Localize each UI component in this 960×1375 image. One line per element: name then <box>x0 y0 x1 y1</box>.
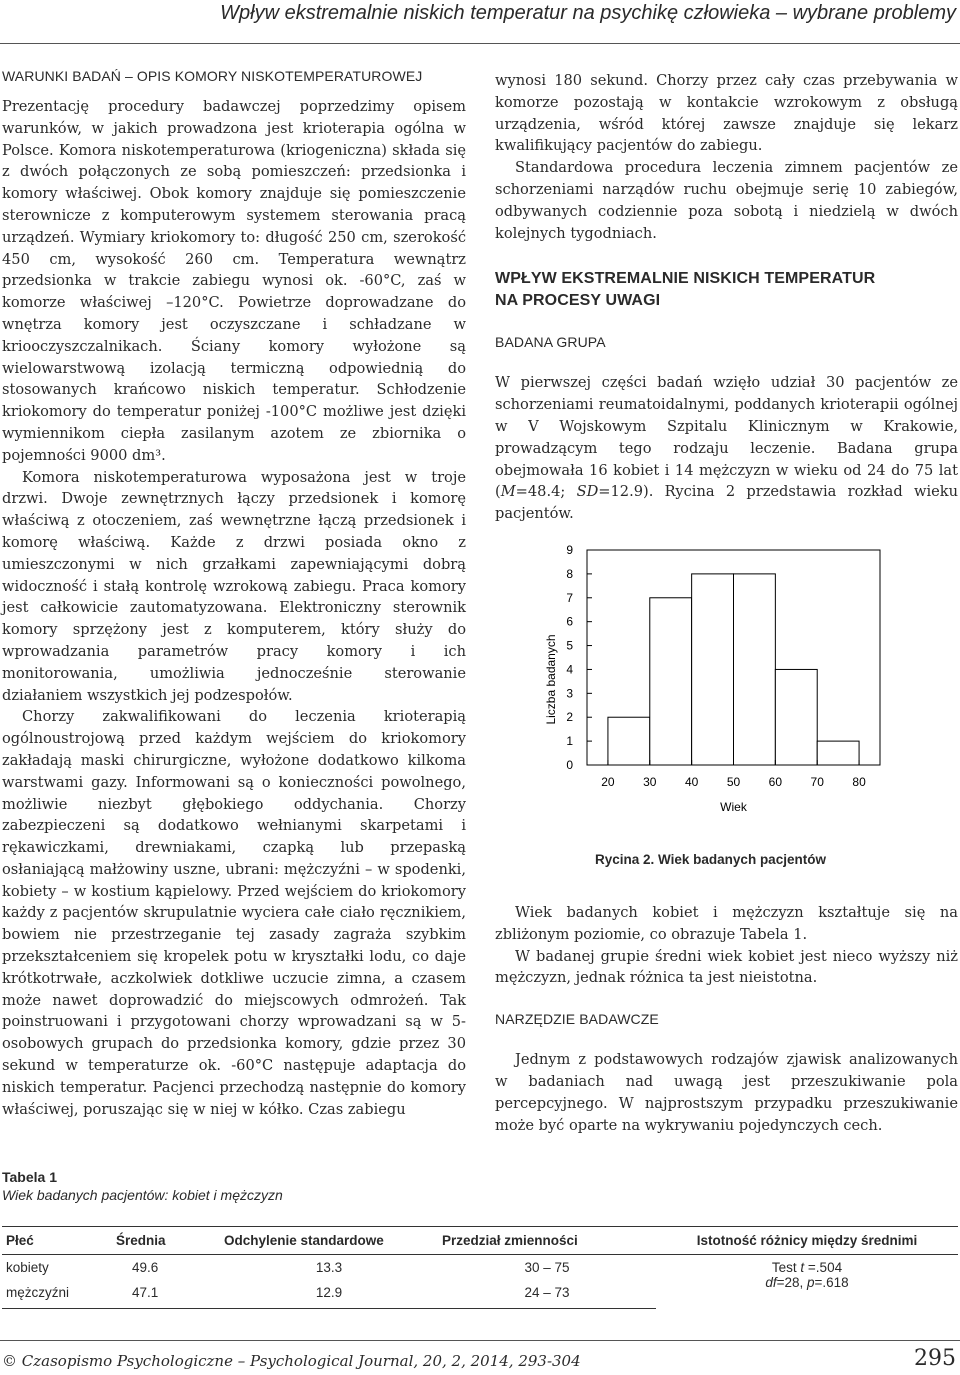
table-subtitle: Wiek badanych pacjentów: kobiet i mężczyzn <box>2 1187 283 1203</box>
group-sd-symbol: SD <box>576 483 599 501</box>
paragraph-procedure-continued: wynosi 180 sekund. Chorzy przez cały czas przebywania w komorze pozostają w kontakcie wzrokowym z obsługą urządzenia, wśród której zawsze znajduje się lekarz kwalifikujący pacjentów do zabiegu. <box>495 72 958 155</box>
table-header-row <box>2 1227 958 1255</box>
paragraph-chamber-doors: Komora niskotemperaturowa wyposażona jest w troje drzwi. Dwoje zewnętrznych łączy przedsionek i komorę właściwą z otoczeniem, zaś wewnętrzne łączą przedsionek i komorę właściwą. Każde z drzwi posiada okno z umieszczonymi w nich grzałkami zapewniającymi dobrą widoczność i stałą kontrolę wzrokową zabiegu. Praca komory jest całkowicie zautomatyzowana. Elektroniczny sterownik komory sprzężony jest z komputerem, który służy do wprowadzania parametrów pracy komory i ich monitorowania, umożliwia jednocześnie sterowanie działaniem wszystkich jej podzespołów. <box>2 468 466 704</box>
y-tick-label: 9 <box>566 543 573 557</box>
x-axis-label: Wiek <box>720 800 747 814</box>
test-label: Test <box>771 1260 801 1275</box>
paragraph-study-group <box>495 372 958 525</box>
cell-mean: 49.6 <box>132 1260 159 1275</box>
histogram-bar <box>775 669 817 765</box>
right-column-lower <box>495 902 958 1136</box>
histogram-bar <box>817 741 859 765</box>
test-value: =.504 <box>804 1260 843 1275</box>
y-tick-label: 6 <box>566 614 573 629</box>
y-tick-label: 5 <box>566 638 573 653</box>
header-significance: Istotność różnicy między średnimi <box>656 1227 958 1255</box>
y-axis-label: Liczba badanych <box>544 634 558 725</box>
header-range: Przedział zmienności <box>438 1227 656 1255</box>
running-header <box>0 0 960 44</box>
x-tick-label: 20 <box>601 775 615 789</box>
age-histogram-chart <box>495 540 960 840</box>
cell-range: 24 – 73 <box>438 1280 656 1309</box>
age-stats-table <box>2 1226 958 1309</box>
df-symbol: df <box>765 1275 777 1290</box>
section-heading-attention-line1: WPŁYW EKSTREMALNIE NISKICH TEMPERATUR <box>495 270 876 288</box>
paragraph-chamber-description: Prezentację procedury badawczej poprzedzimy opisem warunków, w jakich prowadzona jest krioterapia ogólna w Polsce. Komora niskotemperaturowa (kriogeniczna) składa się z dwóch połączonych ze sobą pomieszczeń: przedsionka i komory właściwej. Obok komory znajduje się pomieszczenie sterownicze z komputerowym systemem sterowania pracą urządzeń. Wymiary kriokomory to: długość 250 cm, szerokość 450 cm, wysokość 260 cm. Temperatura wewnątrz przedsionka w trakcie zabiegu wynosi ok. -60°C, zaś w komorze właściwej –120°C. Powietrze doprowadzane do wnętrza komory jest oczyszczane i schładzane w kriooczyszczalnikach. Ściany komory wyłożone są wielowarstwową izolacją termiczną odpowiednią do stosowanych krańcowo niskich temperatur. Schłodzenie kriokomory do temperatur poniżej -100°C możliwe jest dzięki wymiennikom ciepła zasilanym azotem ze zbiornika o pojemności 9000 dm³. <box>2 98 466 464</box>
group-mean-symbol: M <box>500 483 516 501</box>
histogram-bar <box>692 574 734 765</box>
histogram-bar <box>608 717 650 765</box>
header-mean: Średnia <box>112 1227 220 1255</box>
subheading-study-group: BADANA GRUPA <box>495 334 606 351</box>
y-tick-label: 8 <box>566 566 573 581</box>
subheading-research-tool: NARZĘDZIE BADAWCZE <box>495 1011 659 1028</box>
df-value: =28, <box>776 1275 807 1290</box>
test-df-line <box>660 1275 954 1290</box>
p-value: =.618 <box>814 1275 849 1290</box>
group-text-pre: W pierwszej części badań wzięło udział 30 pacjentów ze schorzeniami reumatoidalnymi, poddanych krioterapii ogólnej w V Wojskowym Szpitalu Klinicznym w Krakowie, prowadzącym tego rodzaju leczenie. Badana grupa obejmowała 16 kobiet i 14 mężczyzn w wieku od 24 do 75 lat ( <box>495 374 958 501</box>
footer-citation: © Czasopismo Psychologiczne – Psychological Journal, 20, 2, 2014, 293-304 <box>2 1352 581 1370</box>
footer-rule <box>0 1340 960 1341</box>
section-heading-attention-line2: NA PROCESY UWAGI <box>495 292 661 310</box>
header-sd: Odchylenie standardowe <box>220 1227 438 1255</box>
paragraph-age-comparison: Wiek badanych kobiet i mężczyzn kształtuje się na zbliżonym poziomie, co obrazuje Tabela 1. <box>495 904 958 943</box>
x-tick-label: 60 <box>768 775 783 789</box>
table-block <box>2 1168 958 1300</box>
p-symbol: p <box>806 1275 815 1290</box>
cell-sex: mężczyźni <box>2 1280 112 1309</box>
paragraph-patient-preparation: Chorzy zakwalifikowani do leczenia krioterapią ogólnoustrojową przed każdym wejściem do kriokomory zakładają maski chirurgiczne, wyłożone dodatkowo kilkoma warstwami gazy. Informowani są o konieczności powolnego, możliwie niezbyt głębokiego oddychania. Chorzy zabezpieczeni są dodatkowo wełnianymi skarpetami i rękawiczkami, drewniakami, czapką lub przepaską osłaniającą małżowiny uszne, ubrani: mężczyźni – w spodenki, kobiety – w kostium kąpielowy. Przed wejściem do kriokomory każdy z pacjentów skrupulatnie wyciera całe ciało ręcznikiem, bowiem nie przestrzeganie tej zasady zagraża szybkim przekształceniem się kropelek potu w kryształki lodu, co daje krótkotrwałe, aczkolwiek dotkliwe uczucie zimna, a czasem może nawet doprowadzić do miejscowych odmrożeń. Tak poinstruowani i przygotowani chorzy wprowadzani są w 5-osobowych grupach do przedsionka komory, gdzie przez 30 sekund w temperaturze ok. -60°C następuje adaptacja do niskich temperatur. Pacjenci przechodzą następnie do komory właściwej, poruszając się w niej w kółko. Czas zabiegu <box>2 708 466 1118</box>
left-column <box>2 66 466 1120</box>
cell-range: 30 – 75 <box>524 1260 570 1275</box>
group-text-post: =12.9). Rycina 2 przedstawia rozkład wieku pacjentów. <box>495 483 958 523</box>
running-title: Wpływ ekstremalnie niskich temperatur na psychikę człowieka – wybrane problemy <box>220 2 956 24</box>
x-tick-label: 70 <box>810 775 824 789</box>
table-title: Tabela 1 <box>2 1169 57 1185</box>
x-tick-label: 50 <box>726 775 741 789</box>
header-sex: Płeć <box>2 1227 112 1255</box>
cell-sd: 12.9 <box>220 1280 438 1309</box>
group-text-mid: =48.4; <box>515 483 577 501</box>
y-tick-label: 7 <box>566 590 573 605</box>
page-number: 295 <box>914 1346 956 1371</box>
section-heading-attention <box>495 268 958 312</box>
y-tick-label: 4 <box>566 662 573 677</box>
paragraph-standard-procedure: Standardowa procedura leczenia zimnem pacjentów ze schorzeniami narządów ruchu obejmuje serię 10 zabiegów, odbywanych codziennie poza sobotą i niedzielą w dwóch kolejnych tygodniach. <box>495 159 958 242</box>
histogram-bar <box>650 598 692 765</box>
test-t-line <box>660 1260 954 1275</box>
paragraph-age-difference: W badanej grupie średni wiek kobiet jest nieco wyższy niż mężczyzn, jednak różnica ta jest nieistotna. <box>495 947 958 987</box>
y-tick-label: 1 <box>566 734 573 749</box>
histogram-bar <box>734 574 776 765</box>
test-t-symbol: t <box>800 1260 805 1275</box>
cell-significance <box>656 1255 958 1309</box>
figure-age-histogram <box>495 540 960 870</box>
figure-caption: Rycina 2. Wiek badanych pacjentów <box>595 852 826 867</box>
y-tick-label: 0 <box>566 758 573 772</box>
paragraph-research-tool: Jednym z podstawowych rodzajów zjawisk analizowanych w badaniach nad uwagą jest przeszukiwanie pola percepcyjnego. W najprostszym przypadku przeszukiwanie może być oparte na wykrywaniu pojedynczych cech. <box>495 1051 958 1134</box>
cell-sd: 13.3 <box>315 1260 343 1275</box>
cell-sex: kobiety <box>6 1260 49 1275</box>
x-tick-label: 30 <box>643 775 657 789</box>
section-heading-conditions: WARUNKI BADAŃ – OPIS KOMORY NISKOTEMPERATUROWEJ <box>2 68 423 84</box>
x-tick-label: 80 <box>852 775 866 789</box>
y-tick-label: 3 <box>566 686 573 701</box>
cell-mean: 47.1 <box>112 1280 220 1309</box>
table-row <box>2 1255 958 1281</box>
y-tick-label: 2 <box>566 710 573 725</box>
right-column <box>495 70 958 525</box>
x-tick-label: 40 <box>684 775 699 789</box>
